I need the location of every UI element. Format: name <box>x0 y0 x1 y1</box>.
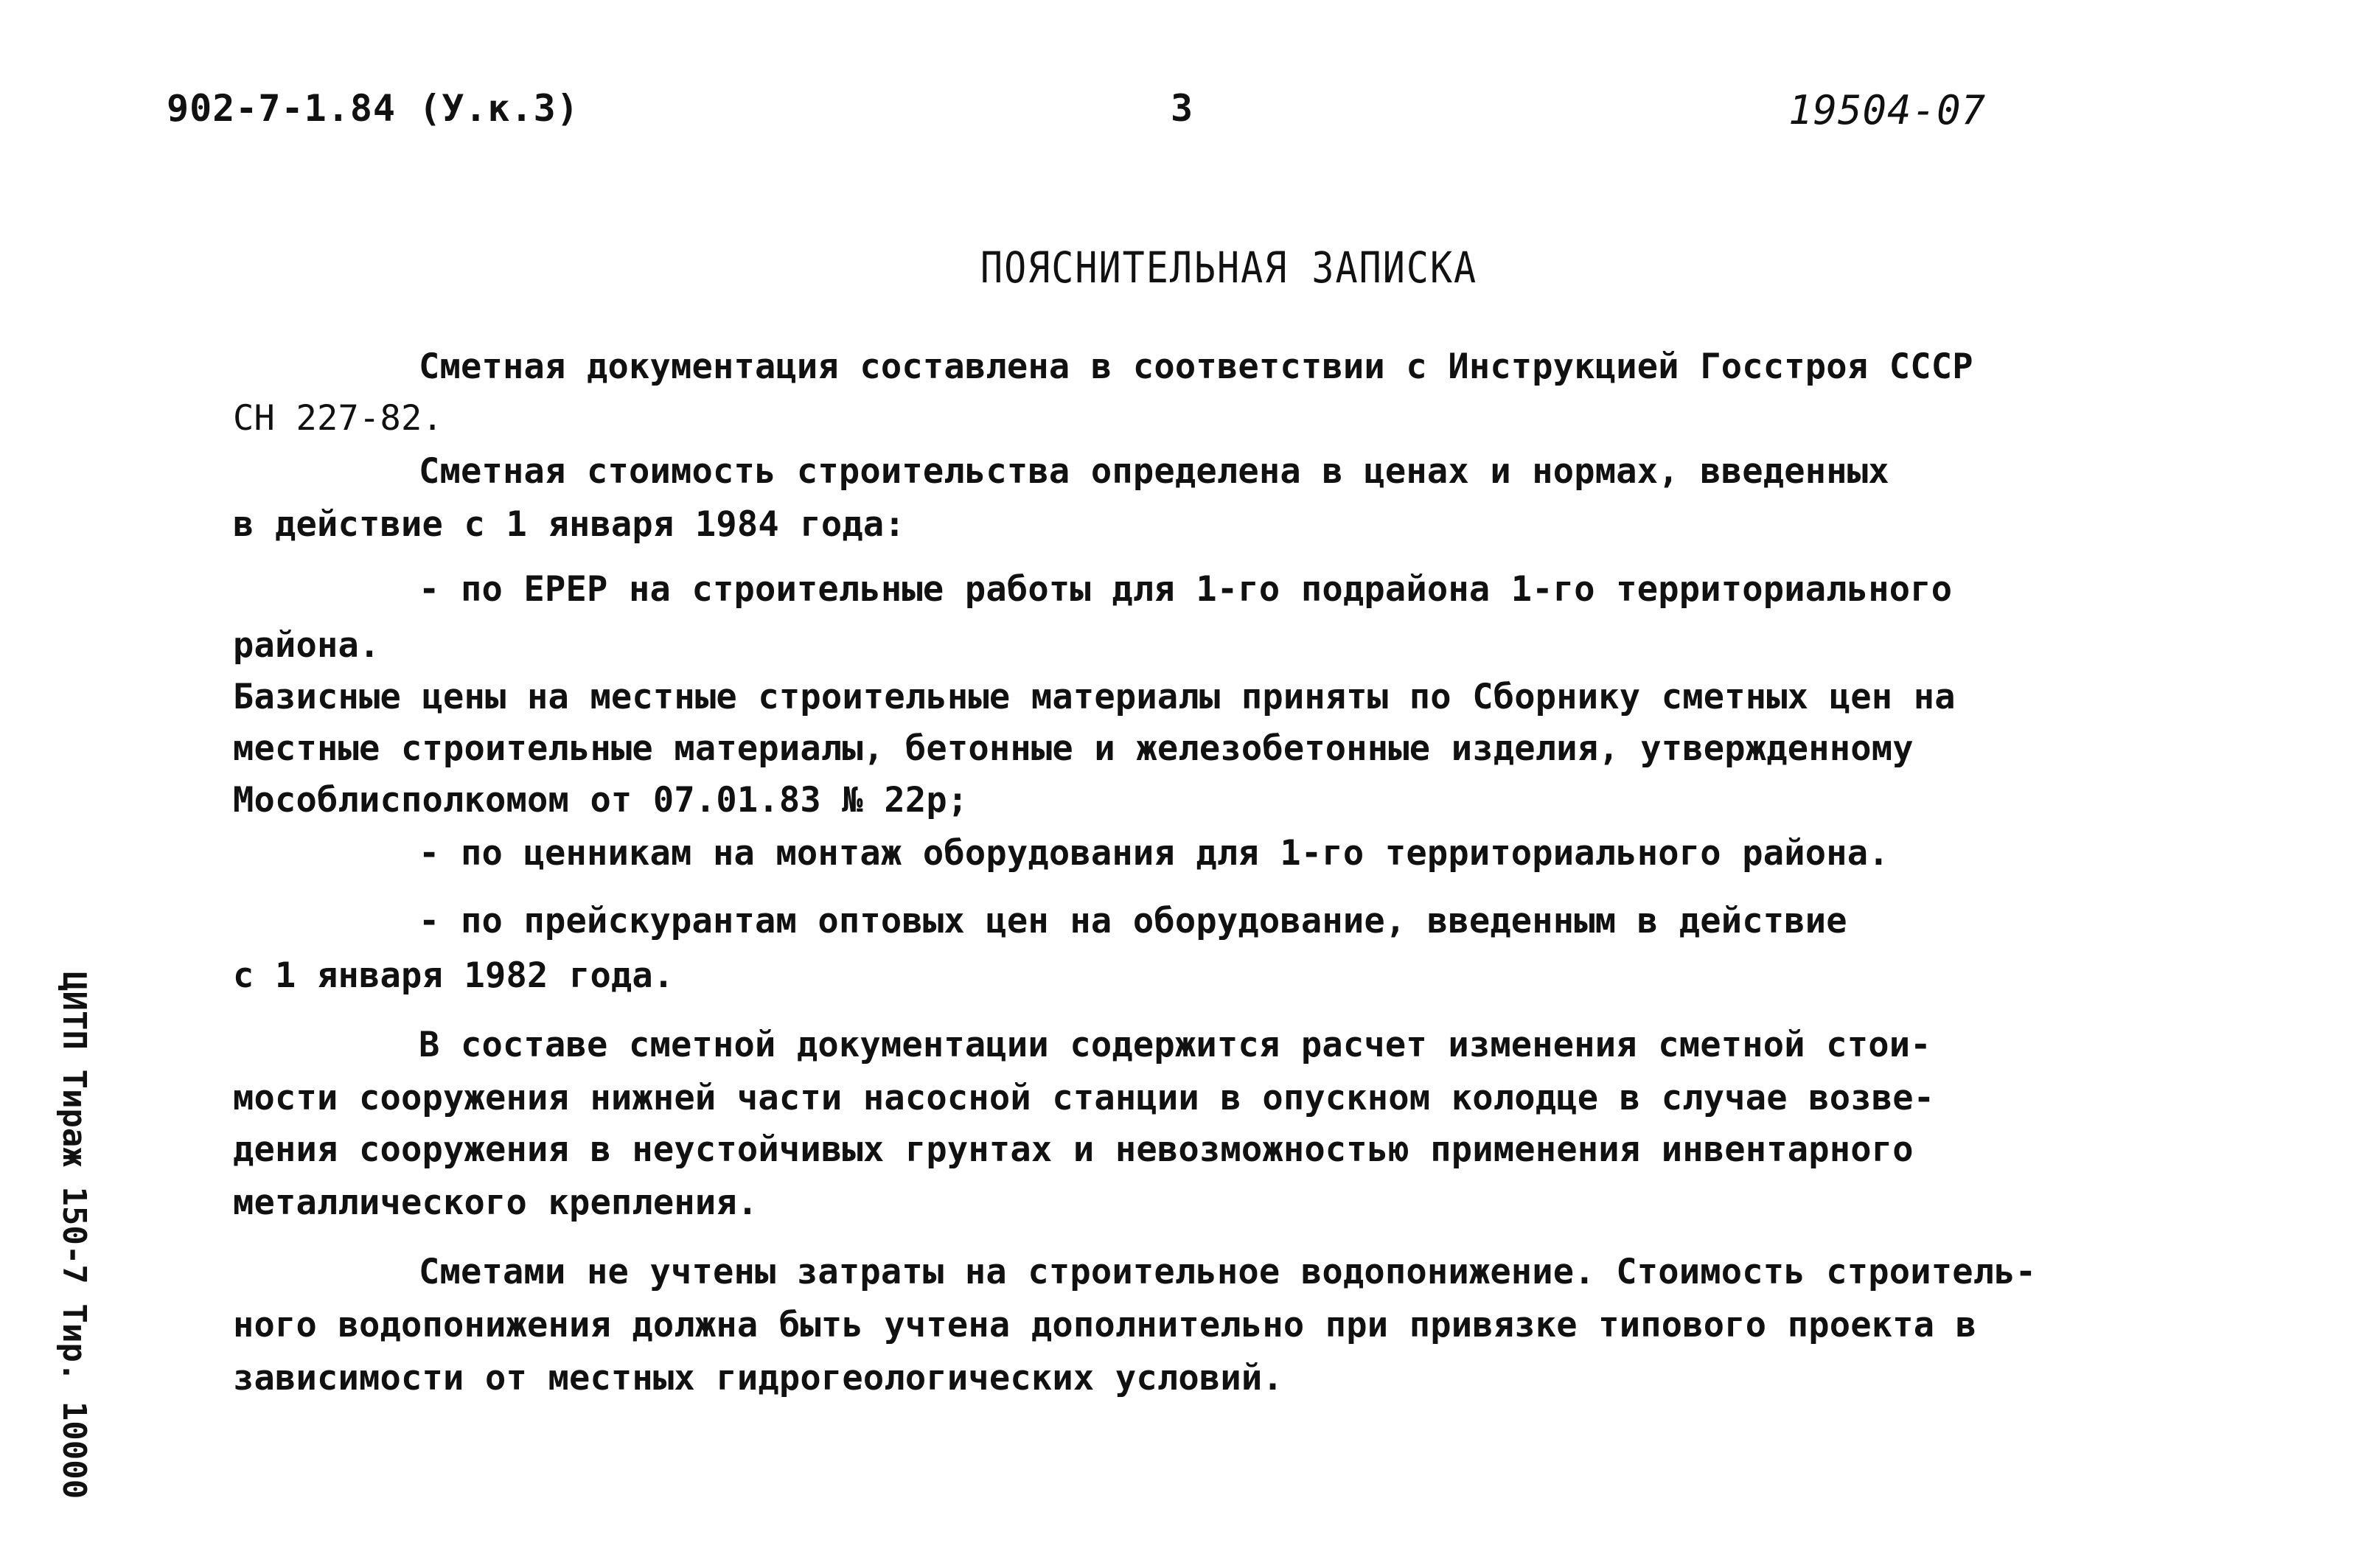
body-line: В составе сметной документации содержится расчет изменения сметной стои- <box>419 1025 1931 1065</box>
inventory-number: 19504-07 <box>1788 87 1987 133</box>
body-line: района. <box>233 625 380 666</box>
body-line: Сметами не учтены затраты на строительное водопонижение. Стоимость строитель- <box>419 1252 2037 1292</box>
side-stamp-text: ЦИТП Тираж 150-7 Тир. 10000 <box>55 972 93 1499</box>
doc-code: 902-7-1.84 (У.к.3) <box>167 87 579 130</box>
body-line: Мособлисполкомом от 07.01.83 № 22р; <box>233 780 969 820</box>
body-line: - по ЕРЕР на строительные работы для 1-го подрайона 1-го территориального <box>419 569 1953 610</box>
body-line: дения сооружения в неустойчивых грунтах и невозможностью применения инвентарного <box>233 1129 1914 1170</box>
body-line: Базисные цены на местные строительные материалы приняты по Сборнику сметных цен на <box>233 677 1956 717</box>
side-stamp <box>7 972 93 1547</box>
body-line: СН 227-82. <box>233 398 443 439</box>
body-line: мости сооружения нижней части насосной станции в опускном колодце в случае возве- <box>233 1078 1935 1118</box>
body-line: ного водопонижения должна быть учтена дополнительно при привязке типового проекта в <box>233 1305 1977 1345</box>
body-line: Сметная документация составлена в соответствии с Инструкцией Госстроя СССР <box>419 346 1973 387</box>
page-number: 3 <box>1171 87 1194 130</box>
body-line: металлического крепления. <box>233 1182 759 1223</box>
body-line: местные строительные материалы, бетонные и железобетонные изделия, утвержденному <box>233 728 1914 769</box>
body-line: с 1 января 1982 года. <box>233 955 675 996</box>
page-title: ПОЯСНИТЕЛЬНАЯ ЗАПИСКА <box>980 243 1478 293</box>
body-line: - по ценникам на монтаж оборудования для 1-го территориального района. <box>419 833 1889 874</box>
body-line: зависимости от местных гидрогеологических условий. <box>233 1358 1283 1398</box>
body-line: Сметная стоимость строительства определена в ценах и нормах, введенных <box>419 451 1889 492</box>
body-line: - по прейскурантам оптовых цен на оборудование, введенным в действие <box>419 901 1847 941</box>
body-line: в действие с 1 января 1984 года: <box>233 504 905 545</box>
